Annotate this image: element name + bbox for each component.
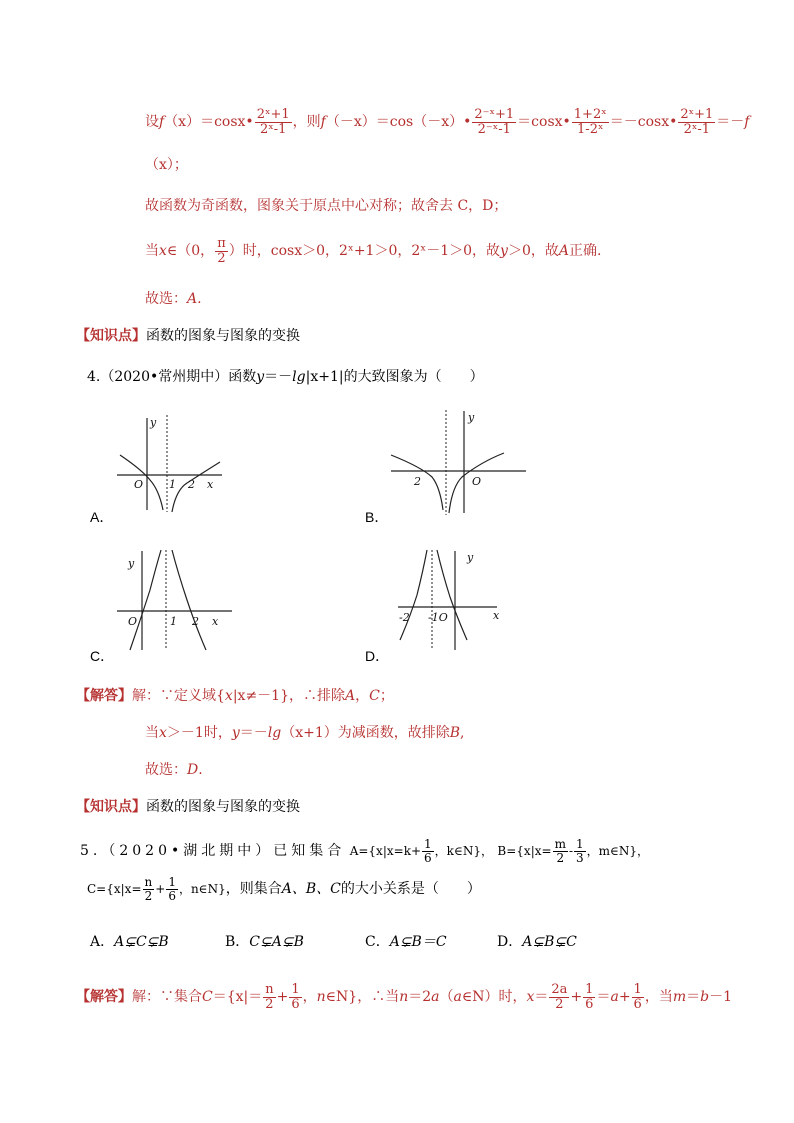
fraction: $\frac{\text{1+2ˣ}}{\text{1-2ˣ}}$ [573,107,607,137]
option-d: D．A⊊B⊊C [497,934,577,950]
curve-left [130,550,161,650]
solution-4-line-2: 当x＞－1时，y＝－lg（x+1）为减函数，故排除B, [145,725,465,741]
x-label: x [493,609,500,622]
y-label: y [150,416,157,429]
knowledge-point-2: 【知识点】函数的图象与图象的变换 [76,799,300,815]
tick-1: 1 [170,615,177,628]
solution-4: 【解答】解：∵定义域{x|x≠－1}，∴排除A，C； [76,688,394,704]
x-label: x [207,478,214,491]
fraction: $\frac{1}{6}$ [168,875,176,903]
origin-label: O [472,475,482,488]
option-a-label: A． [90,509,114,525]
option-d-label: D． [365,648,390,664]
tick-2: 2 [188,478,195,491]
tick-minus-2: -2 [399,611,410,624]
fraction: $\frac{m}{2}$ [554,837,566,865]
equation-line-1-cont: （x）； [145,157,188,173]
interval-line: 当x∈（0， $\frac{\pi}{2}$ ）时，cosx＞0，2ˣ+1＞0，2ˣ－1＞0，故y＞0，故A正确. [145,236,602,266]
tick-minus-1-origin: -1O [428,611,448,624]
fraction: $\frac{1}{6}$ [633,982,642,1012]
y-label: y [467,551,474,564]
y-label: y [468,411,475,424]
equation-line-1: 设f（x）＝cosx• $\frac{\text{2ˣ+1}}{\text{2ˣ-1}}$ ，则f（－x）＝cos（－x）• $\frac{\text{2⁻ˣ+1}}{\text{2⁻ˣ-1}}$ ＝cosx• $\frac{\text{1+2ˣ}}{\text{1-2ˣ}}$ ＝－cosx• $\frac{\text{2ˣ+1}}{\text{2ˣ-1}}$ ＝－f [145,107,750,137]
fraction: $\frac{\text{2⁻ˣ+1}}{\text{2⁻ˣ-1}}$ [474,107,515,137]
tick-1: 1 [169,478,176,491]
x-label: x [212,615,219,628]
fraction: $\frac{\pi}{2}$ [217,236,226,266]
graph-b [386,405,531,517]
knowledge-point-1: 【知识点】函数的图象与图象的变换 [76,328,300,344]
solution-5: 【解答】解：∵集合C＝{x|＝ $\frac{n}{2}$ + $\frac{1}{6}$ ，n∈N}，∴当n＝2a（a∈N）时，x＝ $\frac{2a}{2}$ + $\frac{1}{6}$ ＝a+ $\frac{1}{6}$ ，当m＝b－1 [76,982,732,1012]
question-5: 5.（2020•湖北期中）已知集合 A={x|x=k+ $\frac{1}{6}$ ，k∈N}， B={x|x= $\frac{m}{2}$ - $\frac{1}{3}$ ，m∈N}， [80,837,650,865]
option-a: A．A⊊C⊊B [90,934,169,950]
fraction: $\frac{\text{2ˣ+1}}{\text{2ˣ-1}}$ [256,107,290,137]
fraction: $\frac{1}{3}$ [576,837,584,865]
graph-d [395,545,505,655]
curve-right [437,550,467,640]
tick-2: 2 [192,615,199,628]
origin-label: O [128,615,138,628]
fraction: $\frac{n}{2}$ [144,875,153,903]
y-label: y [128,557,135,570]
odd-function-line: 故函数为奇函数，图象关于原点中心对称；故舍去 C，D； [145,198,508,214]
option-b-label: B． [365,509,389,525]
fraction: $\frac{\text{2ˣ+1}}{\text{2ˣ-1}}$ [680,107,714,137]
option-b: B．C⊊A⊊B [225,934,304,950]
curve-right [172,550,206,650]
fraction: $\frac{1}{6}$ [585,982,594,1012]
question-4: 4.（2020•常州期中）函数y＝－lg|x+1|的大致图象为（ ） [87,369,484,385]
graph-c [112,545,237,655]
question-5-line-2: C={x|x= $\frac{n}{2}$ + $\frac{1}{6}$ ，n∈N}，则集合A、B、C的大小关系是（ ） [87,875,481,903]
solution-4-line-3: 故选：D. [145,762,203,778]
option-c: C．A⊊B＝C [365,934,447,950]
curve-left [400,550,427,640]
fraction: $\frac{n}{2}$ [265,982,274,1012]
graph-a [112,410,232,515]
fraction: $\frac{2a}{2}$ [551,982,568,1012]
fraction: $\frac{1}{6}$ [424,837,432,865]
origin-label: O [134,478,144,491]
tick-minus-2: 2 [414,475,421,488]
fraction: $\frac{1}{6}$ [291,982,300,1012]
option-c-label: C． [90,648,115,664]
answer-3: 故选：A. [145,291,202,307]
